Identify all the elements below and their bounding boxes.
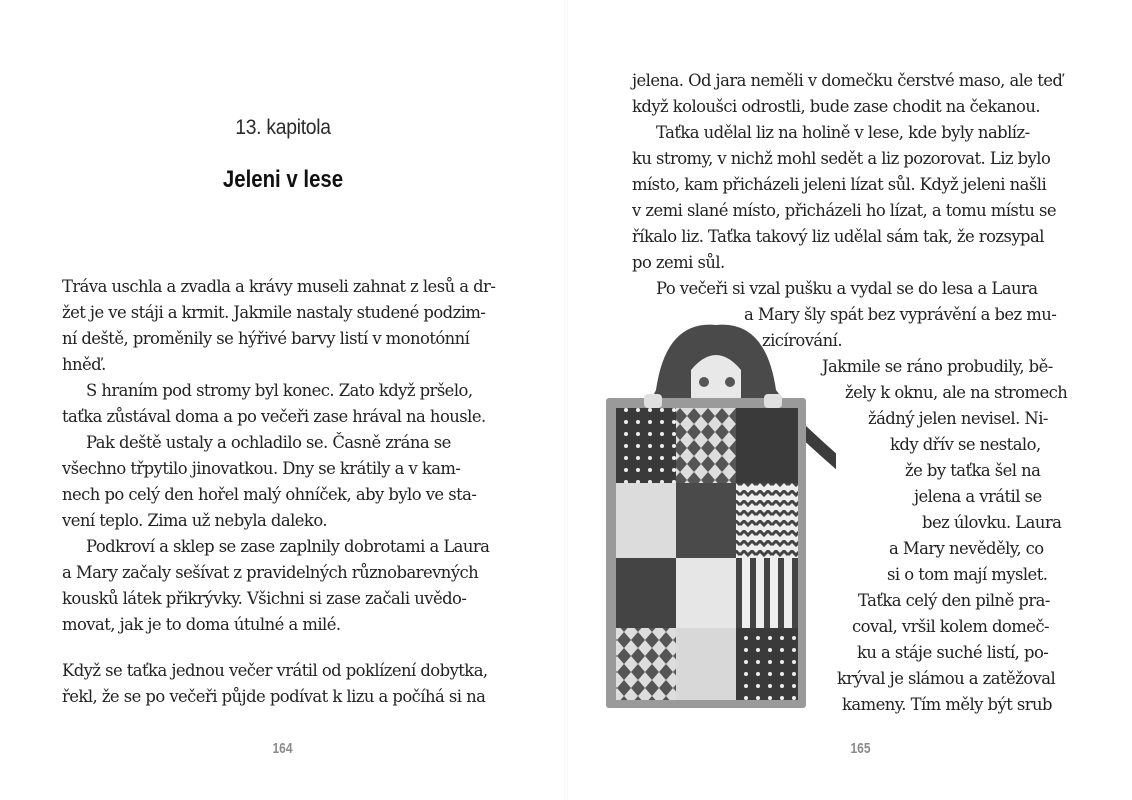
text-line: Když se taťka jednou večer vrátil od poklízení dobytka, bbox=[62, 661, 488, 680]
right-page bbox=[566, 0, 1132, 800]
text-line: Tráva uschla a zvadla a krávy museli zahnat z lesů a dr- bbox=[62, 277, 496, 296]
text-line: když koloušci odrostli, bude zase chodit na čekanou. bbox=[632, 97, 1041, 116]
patchwork-quilt bbox=[606, 394, 806, 708]
text-line: vení teplo. Zima už nebyla daleko. bbox=[62, 511, 328, 530]
text-line: S hraním pod stromy byl konec. Zato když pršelo, bbox=[86, 381, 473, 400]
text-line: jelena. Od jara neměli v domečku čerstvé maso, ale teď bbox=[632, 71, 1063, 90]
text-line: kameny. Tím měly být srub bbox=[842, 695, 1052, 714]
text-line: nech po celý den hořel malý ohníček, aby bylo ve sta- bbox=[62, 485, 477, 504]
text-line: si o tom mají myslet. bbox=[887, 565, 1048, 584]
text-line: hněď. bbox=[62, 355, 106, 374]
text-line: v zemi slané místo, přicházeli ho lízat, a tomu místu se bbox=[632, 201, 1057, 220]
page-number-right: 165 bbox=[850, 740, 871, 757]
text-line: a Mary šly spát bez vyprávění a bez mu- bbox=[744, 305, 1057, 324]
text-line: kousků látek přikrývky. Všichni si zase začali uvědo- bbox=[62, 589, 467, 608]
page-number-left: 164 bbox=[272, 740, 293, 757]
text-line: movat, jak je to doma útulné a milé. bbox=[62, 615, 341, 634]
text-line: Taťka udělal liz na holině v lese, kde byly nablíz- bbox=[656, 123, 1030, 142]
text-line: Taťka celý den pilně pra- bbox=[858, 591, 1050, 610]
text-line: Podkroví a sklep se zase zaplnily dobrotami a Laura bbox=[86, 537, 490, 556]
text-line: Jakmile se ráno probudily, bě- bbox=[822, 357, 1053, 376]
text-line: krýval je slámou a zatěžoval bbox=[837, 669, 1056, 688]
text-line: říkalo liz. Taťka takový liz udělal sám tak, že rozsypal bbox=[632, 227, 1044, 246]
text-line: žet je ve stáji a krmit. Jakmile nastaly studené podzim- bbox=[62, 303, 486, 322]
text-line: kdy dřív se nestalo, bbox=[890, 435, 1041, 454]
text-line: všechno třpytilo jinovatkou. Dny se krátily a v kam- bbox=[62, 459, 461, 478]
text-line: zicírování. bbox=[762, 331, 842, 350]
text-line: ní deště, proměnily se hýřivé barvy listí v monotónní bbox=[62, 329, 470, 348]
text-line: jelena a vrátil se bbox=[914, 487, 1042, 506]
text-line: ku stromy, v nichž mohl sedět a liz pozorovat. Liz bylo bbox=[632, 149, 1051, 168]
text-line: ku a stáje suché listí, po- bbox=[857, 643, 1049, 662]
text-line: Pak deště ustaly a ochladilo se. Časně zrána se bbox=[86, 433, 451, 452]
text-line: a Mary začaly sešívat z pravidelných různobarevných bbox=[62, 563, 479, 582]
text-line: místo, kam přicházeli jeleni lízat sůl. Když jeleni našli bbox=[632, 175, 1047, 194]
chapter-title: Jeleni v lese bbox=[222, 166, 344, 193]
text-line: že by taťka šel na bbox=[905, 461, 1041, 480]
text-line: taťka zůstával doma a po večeři zase hrával na housle. bbox=[62, 407, 486, 426]
quilt-girl-illustration bbox=[596, 320, 836, 715]
text-line: žádný jelen nevisel. Ni- bbox=[868, 409, 1048, 428]
text-line: coval, vršil kolem domeč- bbox=[852, 617, 1050, 636]
chapter-number: 13. kapitola bbox=[235, 116, 331, 139]
text-line: bez úlovku. Laura bbox=[922, 513, 1062, 532]
text-line: po zemi sůl. bbox=[632, 253, 725, 272]
text-line: a Mary nevěděly, co bbox=[889, 539, 1044, 558]
text-line: řekl, že se po večeři půjde podívat k lizu a počíhá si na bbox=[62, 687, 486, 706]
text-line: Po večeři si vzal pušku a vydal se do lesa a Laura bbox=[656, 279, 1038, 298]
text-line: žely k oknu, ale na stromech bbox=[845, 383, 1068, 402]
